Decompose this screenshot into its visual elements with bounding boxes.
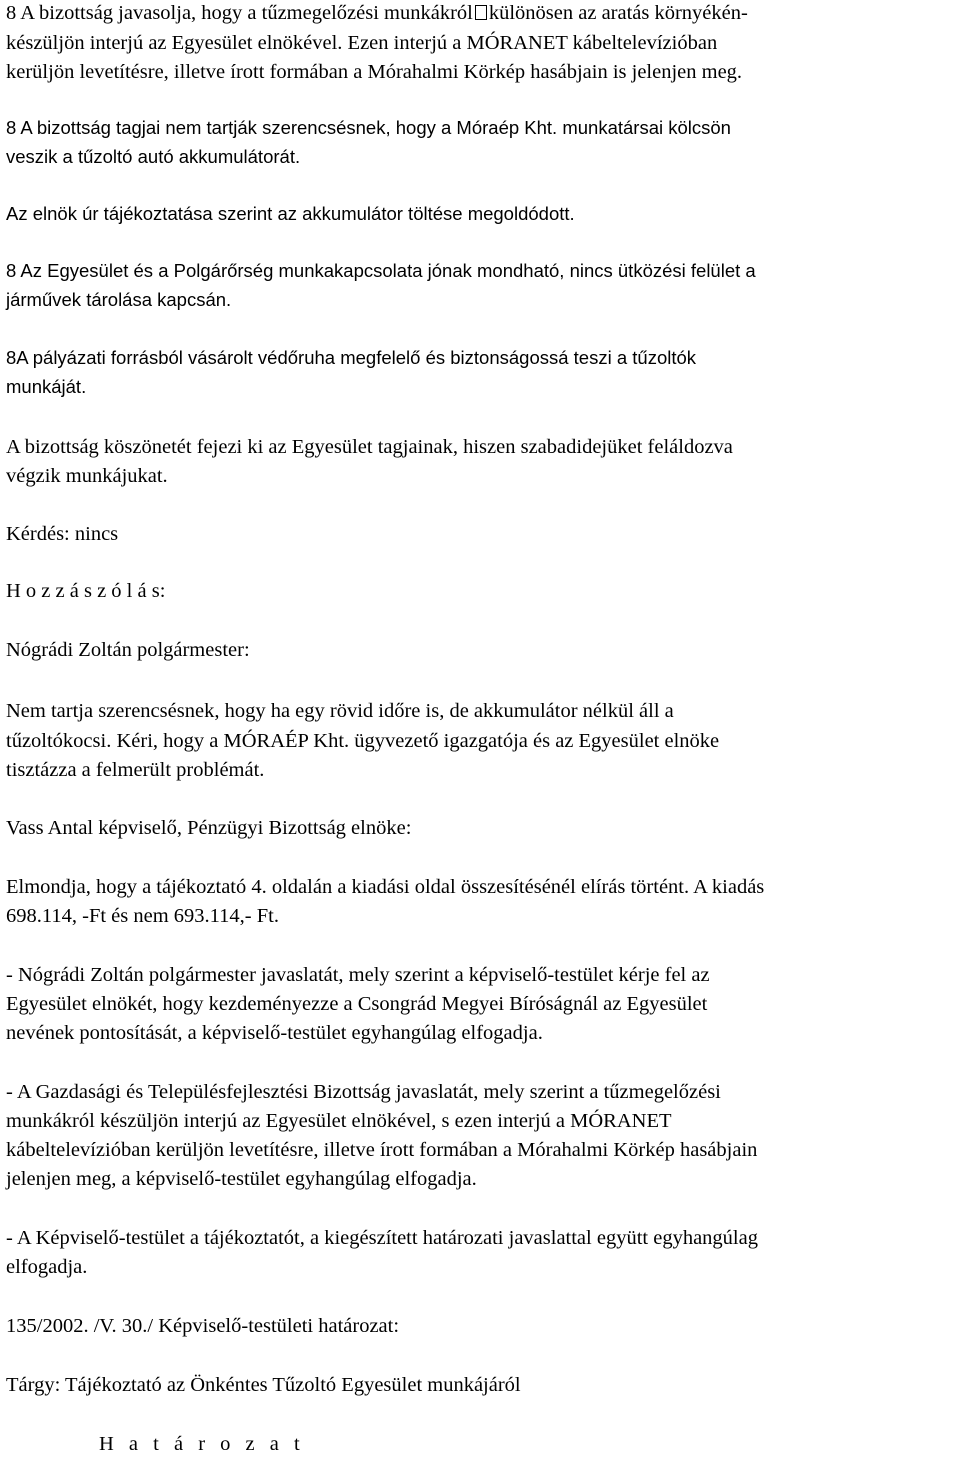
text-line: végzik munkájukat. [6, 465, 168, 487]
text-line: 8A pályázati forrásból vásárolt védőruha megfelelő és biztonságossá teszi a tűzoltók [6, 347, 697, 368]
text-line: 8 Az Egyesület és a Polgárőrség munkakapcsolata jónak mondható, nincs ütközési felület a [6, 260, 756, 281]
text-line: Nem tartja szerencsésnek, hogy ha egy rövid időre is, de akkumulátor nélkül áll a [6, 700, 674, 722]
text-line: kerüljön levetítésre, illetve írott formában a Mórahalmi Körkép hasábjain is jelenjen meg. [6, 61, 743, 83]
speaker-name: Nógrádi Zoltán polgármester: [6, 639, 250, 661]
text-line: jelenjen meg, a képviselő-testület egyhangúlag elfogadja. [6, 1168, 477, 1190]
text-line: Elmondja, hogy a tájékoztató 4. oldalán a kiadási oldal összesítésénél elírás történt. A kiadás [6, 876, 765, 898]
resolution-number: 135/2002. /V. 30./ Képviselő-testületi határozat: [6, 1315, 400, 1337]
text-line: kábeltelevízióban kerüljön levetítésre, illetve írott formában a Mórahalmi Körkép hasábjain [6, 1139, 758, 1161]
text-line: készüljön interjú az Egyesület elnökével. Ezen interjú a MÓRANET kábeltelevízióban [6, 32, 718, 54]
text-line: veszik a tűzoltó autó akkumulátorát. [6, 146, 301, 167]
section-heading: H o z z á s z ó l á s: [6, 580, 166, 602]
text-segment: 8 A bizottság javasolja, hogy a tűzmegelőzési munkákról [6, 2, 473, 24]
text-line: munkákról készüljön interjú az Egyesület elnökével, s ezen interjú a MÓRANET [6, 1110, 672, 1132]
text-line: Kérdés: nincs [6, 523, 119, 545]
text-line: Az elnök úr tájékoztatása szerint az akkumulátor töltése megoldódott. [6, 203, 575, 224]
text-line: - Nógrádi Zoltán polgármester javaslatát, mely szerint a képviselő-testület kérje fel az [6, 964, 710, 986]
missing-glyph-box [475, 5, 487, 20]
text-line: járművek tárolása kapcsán. [6, 289, 232, 310]
text-line: elfogadja. [6, 1256, 88, 1278]
text-line: 8 A bizottság tagjai nem tartják szerencsésnek, hogy a Móraép Kht. munkatársai kölcsön [6, 117, 731, 138]
text-line: tűzoltókocsi. Kéri, hogy a MÓRAÉP Kht. ügyvezető igazgatója és az Egyesület elnöke [6, 730, 720, 752]
text-line: munkáját. [6, 376, 87, 397]
text-line: Egyesület elnökét, hogy kezdeményezze a Csongrád Megyei Bíróságnál az Egyesület [6, 993, 708, 1015]
text-line: A bizottság köszönetét fejezi ki az Egyesület tagjainak, hiszen szabadidejüket feláldozva [6, 436, 733, 458]
text-line [6, 0, 748, 27]
speaker-name: Vass Antal képviselő, Pénzügyi Bizottság elnöke: [6, 817, 412, 839]
text-line: - A Gazdasági és Településfejlesztési Bizottság javaslatát, mely szerint a tűzmegelőzési [6, 1081, 721, 1103]
text-segment: különösen az aratás környékén- [488, 2, 748, 24]
text-line: tisztázza a felmerült problémát. [6, 759, 265, 781]
resolution-heading: H a t á r o z a t [99, 1433, 305, 1455]
resolution-subject: Tárgy: Tájékoztató az Önkéntes Tűzoltó Egyesület munkájáról [6, 1374, 521, 1396]
text-line: - A Képviselő-testület a tájékoztatót, a kiegészített határozati javaslattal együtt egyhangúlag [6, 1227, 758, 1249]
text-line: nevének pontosítását, a képviselő-testület egyhangúlag elfogadja. [6, 1022, 543, 1044]
text-line: 698.114, -Ft és nem 693.114,- Ft. [6, 905, 279, 927]
